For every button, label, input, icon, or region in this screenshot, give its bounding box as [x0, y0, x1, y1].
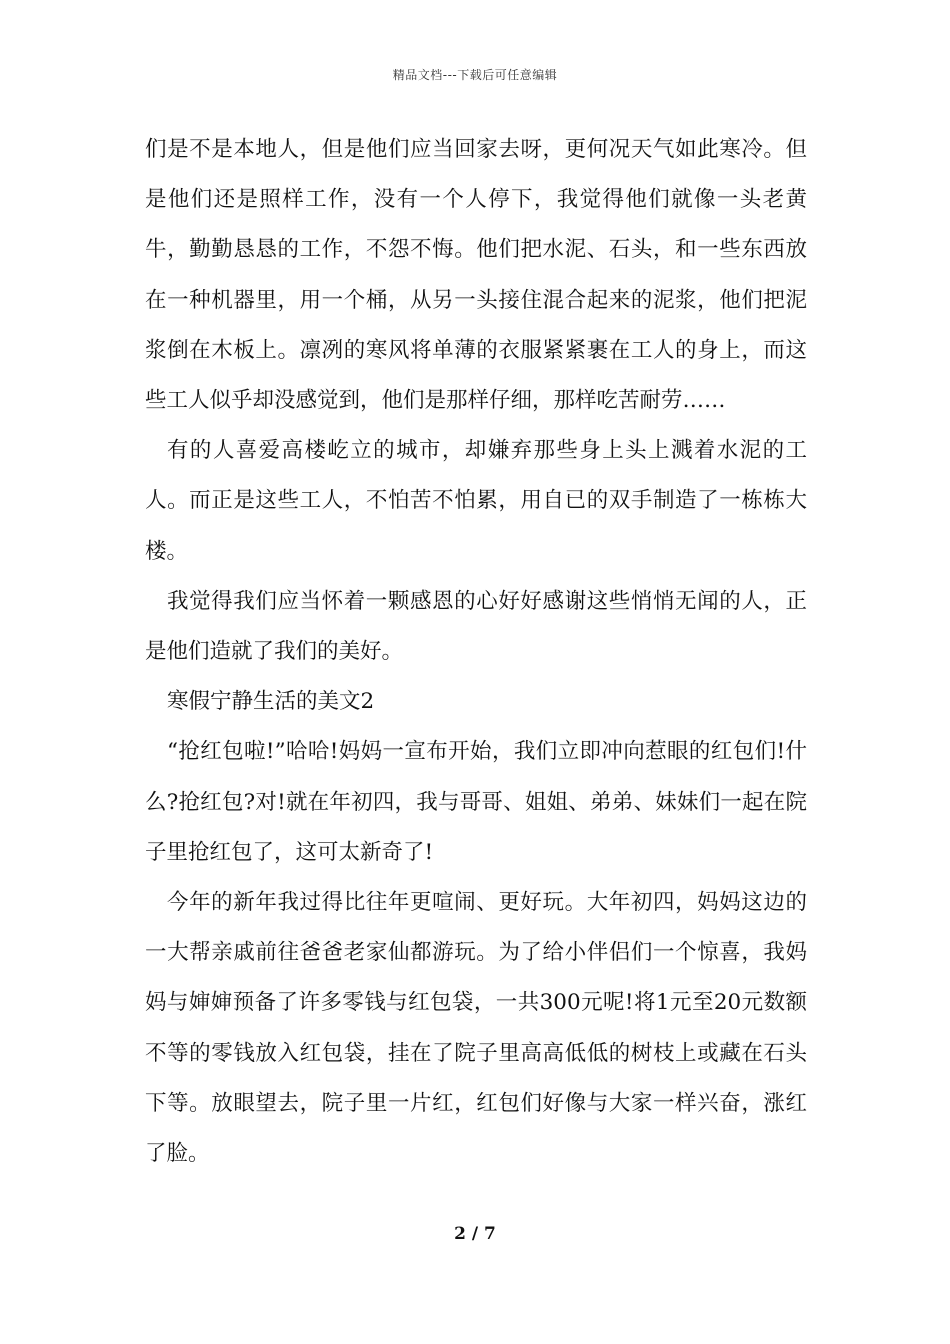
paragraph-gratitude: 我觉得我们应当怀着一颗感恩的心好好感谢这些悄悄无闻的人，正是他们造就了我们的美好。	[145, 588, 807, 665]
document-body	[145, 125, 807, 1179]
section-heading: 寒假宁静生活的美文2	[167, 689, 375, 715]
paragraph-continuation: 们是不是本地人，但是他们应当回家去呀，更何况天气如此寒冷。但是他们还是照样工作，没有一个人停下，我觉得他们就像一头老黄牛，勤勤恳恳的工作，不怨不悔。他们把水泥、石头，和一些东西放在一种机器里，用一个桶，从另一头接住混合起来的泥浆，他们把泥浆倒在木板上。凛冽的寒风将单薄的衣服紧紧裹在工人的身上，而这些工人似乎却没感觉到，他们是那样仔细，那样吃苦耐劳……	[145, 137, 807, 414]
paragraph-new-year: 今年的新年我过得比往年更喧闹、更好玩。大年初四，妈妈这边的一大帮亲戚前往爸爸老家仙都游玩。为了给小伴侣们一个惊喜，我妈妈与婶婶预备了许多零钱与红包袋，一共300元呢!将1元至20元数额不等的零钱放入红包袋，挂在了院子里高高低低的树枝上或藏在石头下等。放眼望去，院子里一片红，红包们好像与大家一样兴奋，涨红了脸。	[145, 890, 807, 1167]
page-header: 精品文档---下载后可任意编辑	[392, 68, 558, 82]
page-number: 2 / 7	[454, 1224, 496, 1244]
paragraph-red-envelope: “抢红包啦!”哈哈!妈妈一宣布开始，我们立即冲向惹眼的红包们!什么?抢红包?对!就在年初四，我与哥哥、姐姐、弟弟、妹妹们一起在院子里抢红包了，这可太新奇了!	[145, 739, 807, 865]
paragraph-high-rise: 有的人喜爱高楼屹立的城市，却嫌弃那些身上头上溅着水泥的工人。而正是这些工人，不怕苦不怕累，用自已的双手制造了一栋栋大楼。	[145, 438, 807, 564]
